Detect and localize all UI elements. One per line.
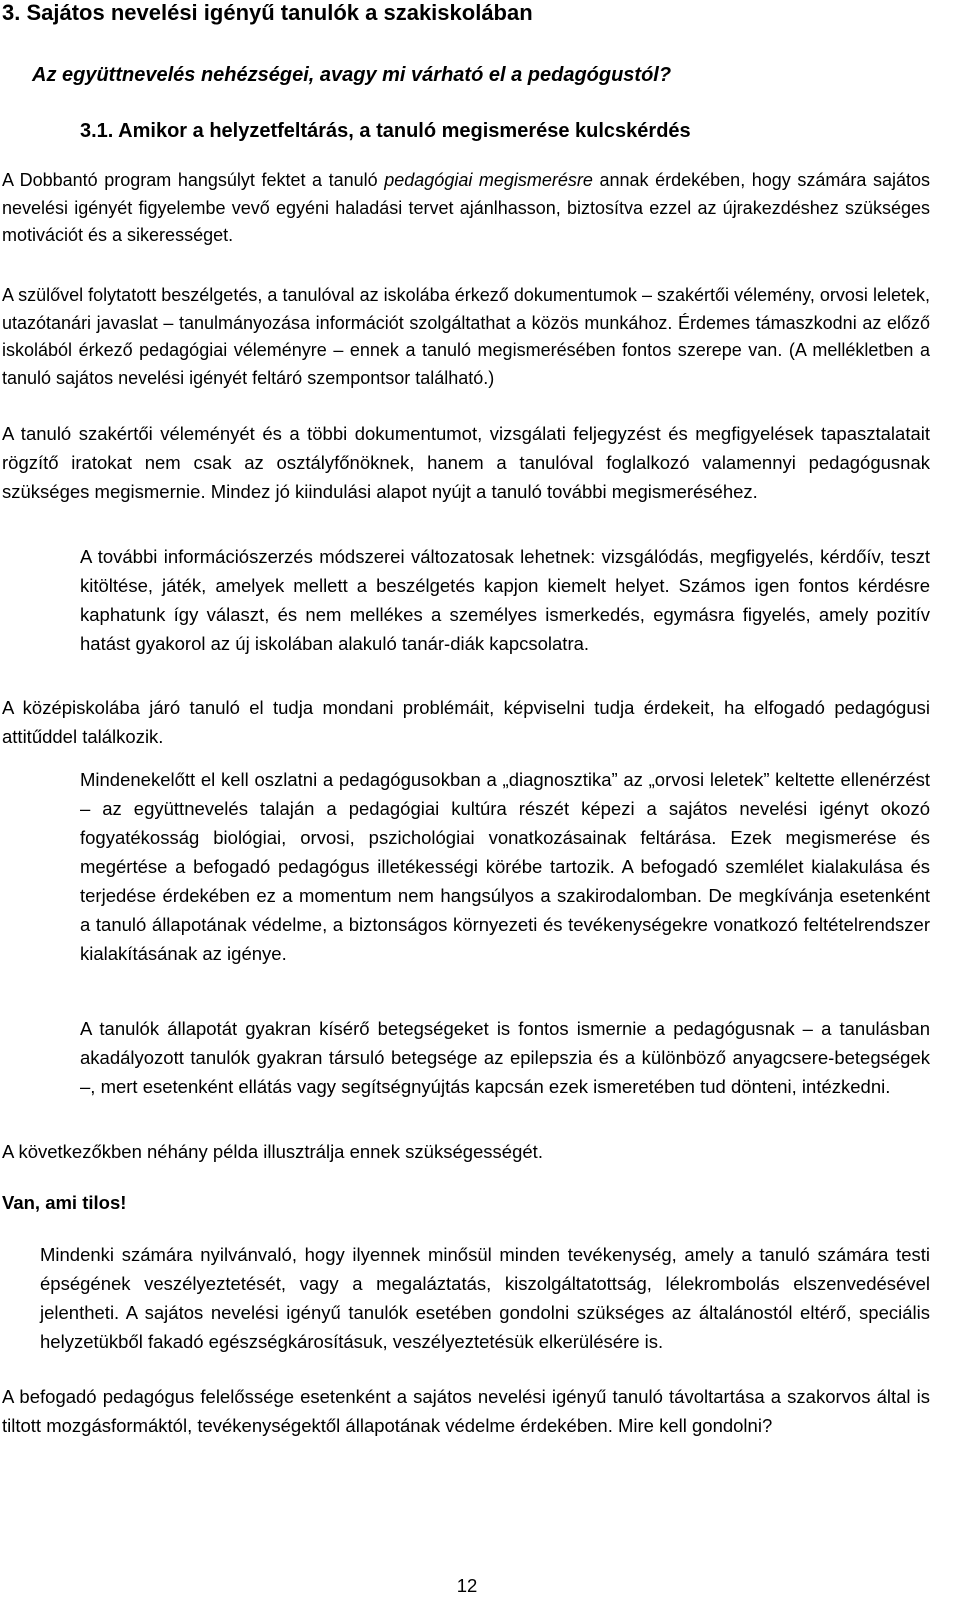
paragraph-inclusive-teacher: A befogadó pedagógus felelőssége esetenként a sajátos nevelési igényű tanuló távoltartása a szakorvos által is tiltott mozgásformáktól, tevékenységektől állapotának védelme érdekében. Mire kell gondolni? bbox=[2, 1386, 930, 1436]
intro-paragraph bbox=[2, 167, 930, 250]
intro-text-end: annak érdekében, hogy számára sajátos nevelési igényét figyelembe vevő egyéni haladási tervet ajánlhasson, biztosítva ezzel az újrakezdéshez szükséges motivációt és a sikerességet. bbox=[2, 170, 930, 245]
paragraph-expert-opinion: A tanuló szakértői véleményét és a többi dokumentumot, vizsgálati feljegyzést és megfigyelések tapasztalatait rögzítő iratokat nem csak az osztályfőnöknek, hanem a tanulóval foglalkozó valamennyi pedagógusnak szükséges megismernie. Mindez jó kiindulási alapot nyújt a tanuló további megismeréséhez. bbox=[2, 423, 930, 502]
chapter-heading: 3. Sajátos nevelési igényű tanulók a szakiskolában bbox=[2, 0, 533, 25]
intro-text-start: A Dobbantó program hangsúlyt fektet a tanuló bbox=[2, 170, 385, 190]
forbidden-heading: Van, ami tilos! bbox=[2, 1192, 127, 1213]
paragraph-parent-conversation: A szülővel folytatott beszélgetés, a tanulóval az iskolába érkező dokumentumok – szakértői vélemény, orvosi leletek, utazótanári javaslat – tanulmányozása információt szolgáltathat a közös munkához. Érdemes támaszkodni az előző iskolából érkező pedagógiai véleményre – ennek a tanuló megismerésében fontos szerepe van. (A mellékletben a tanuló sajátos nevelési igényét feltáró szempontsor található.) bbox=[2, 285, 930, 388]
paragraph-illnesses: A tanulók állapotát gyakran kísérő betegségeket is fontos ismernie a pedagógusnak – a tanulásban akadályozott tanulók gyakran társuló betegsége az epilepszia és a különböző anyagcsere-betegségek –, mert esetenként ellátás vagy segítségnyújtás kapcsán ezek ismeretében tud dönteni, intézkedni. bbox=[80, 1018, 930, 1097]
paragraph-information-gathering: A további információszerzés módszerei változatosak lehetnek: vizsgálódás, megfigyelés, kérdőív, teszt kitöltése, játék, amelyek mellett a beszélgetés kapjon kiemelt helyet. Számos igen fontos kérdésre kaphatunk így választ, és nem mellékes a személyes ismerkedés, egymásra figyelés, amely pozitív hatást gyakorol az új iskolában alakuló tanár-diák kapcsolatra. bbox=[80, 546, 930, 654]
subsection-heading: 3.1. Amikor a helyzetfeltárás, a tanuló megismerése kulcskérdés bbox=[80, 120, 691, 142]
intro-italic-term: pedagógiai megismerésre bbox=[384, 170, 593, 190]
page-number: 12 bbox=[456, 1575, 478, 1596]
paragraph-everyone: Mindenki számára nyilvánvaló, hogy ilyennek minősül minden tevékenység, amely a tanuló számára testi épségének veszélyeztetését, vagy a megaláztatás, kiszolgáltatottság, lélekrombolás elszenvedésével jelentheti. A sajátos nevelési igényű tanulók esetében gondolni szükséges az általánostól eltérő, speciális helyzetükből fakadó egészségkárosításuk, veszélyeztetésük elkerülésére is. bbox=[40, 1244, 930, 1352]
section-subtitle: Az együttnevelés nehézségei, avagy mi várható el a pedagógustól? bbox=[32, 64, 672, 86]
paragraph-examples-intro: A következőkben néhány példa illusztrálja ennek szükségességét. bbox=[2, 1141, 543, 1162]
paragraph-secondary-school: A középiskolába járó tanuló el tudja mondani problémáit, képviselni tudja érdekeit, ha elfogadó pedagógusi attitűddel találkozik. bbox=[2, 697, 930, 747]
paragraph-diagnostics: Mindenekelőtt el kell oszlatni a pedagógusokban a „diagnosztika” az „orvosi leletek” keltette ellenérzést – az együttnevelés talaján a pedagógiai kultúra részét képezi a sajátos nevelési igényt okozó fogyatékosság biológiai, orvosi, pszichológiai vonatkozásainak feltárása. Ezek megismerése és megértése a befogadó pedagógus illetékességi körébe tartozik. A befogadó szemlélet kialakulása és terjedése érdekében ez a momentum nem hangsúlyos a szakirodalomban. De megkívánja esetenként a tanuló állapotának védelme, a biztonságos környezeti és tevékenységekre vonatkozó feltételrendszer kialakításának az igénye. bbox=[80, 769, 930, 964]
